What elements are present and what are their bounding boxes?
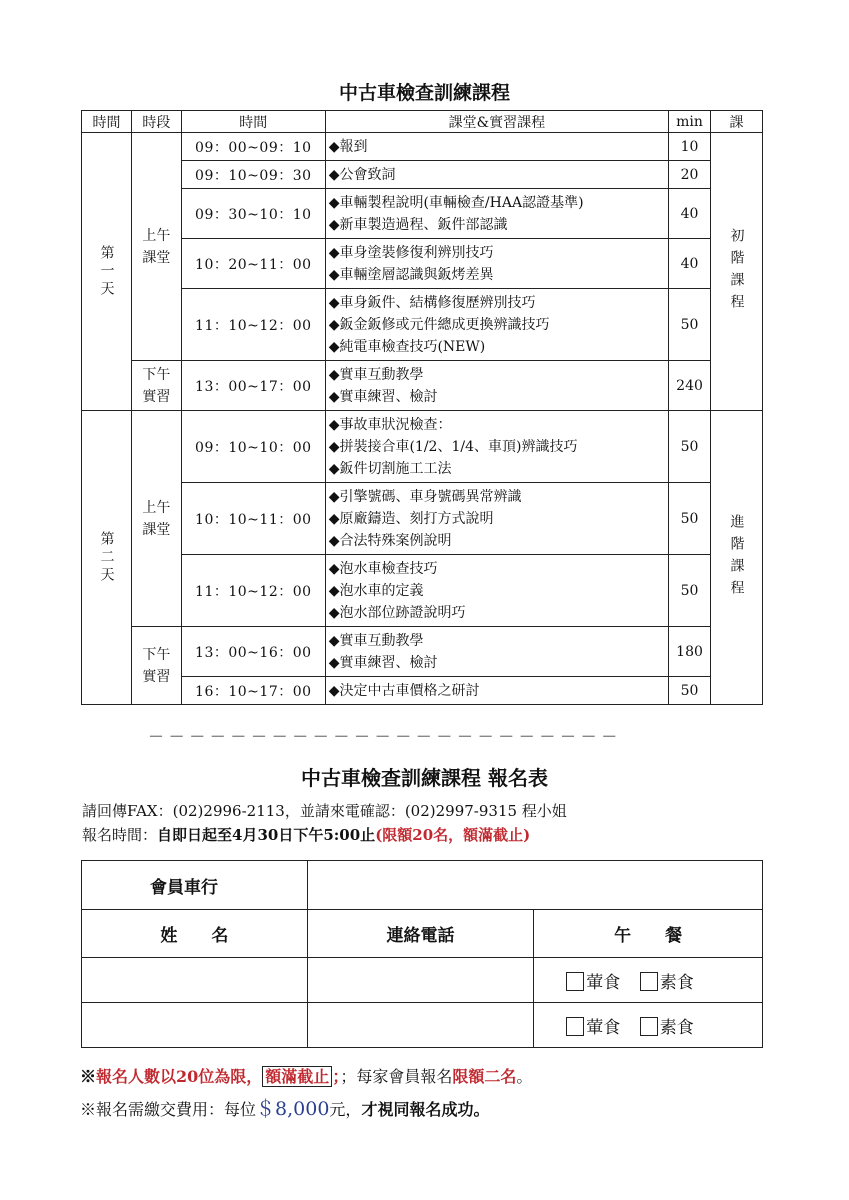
course-line: ◆車輛製程說明(車輛檢查/HAA認證基準) [328, 194, 584, 211]
schedule-row [82, 627, 763, 677]
period-prefix: 報名時間： [82, 826, 158, 844]
schedule-row [82, 189, 763, 239]
session-label-text: 下午實習 [142, 646, 171, 685]
header-min: min [669, 111, 711, 133]
schedule-row [82, 133, 763, 161]
time-cell: 10：20~11：00 [181, 239, 325, 289]
course-line: ◆鈑件切割施工工法 [328, 460, 452, 477]
course-line: ◆合法特殊案例說明 [328, 532, 452, 549]
level-label: 進階課程 [711, 411, 763, 705]
session-label-text: 下午實習 [142, 366, 171, 405]
header-course: 課堂&實習課程 [325, 111, 668, 133]
course-line: ◆車輛塗層認識與鈑烤差異 [328, 266, 494, 283]
veg-checkbox[interactable] [640, 1017, 658, 1036]
course-line: ◆新車製造過程、鈑件部認識 [328, 216, 508, 233]
course-cell [325, 361, 668, 411]
fee-unit: 元， [329, 1100, 362, 1119]
schedule-table [81, 110, 763, 705]
course-cell [325, 161, 668, 189]
session-label-text: 上午課堂 [142, 227, 171, 266]
minutes-cell: 50 [669, 555, 711, 627]
schedule-row [82, 483, 763, 555]
name-input[interactable] [82, 1003, 308, 1048]
form-header-row [82, 910, 763, 958]
course-line: ◆車身塗裝修復利辨別技巧 [328, 244, 494, 261]
attendee-row [82, 1003, 763, 1048]
meat-label: 葷食 [586, 1017, 621, 1038]
member-input[interactable] [307, 861, 762, 910]
fee-prefix: ※報名需繳交費用：每位 [80, 1100, 257, 1119]
session-label [131, 411, 181, 627]
name-label: 姓 名 [82, 910, 308, 958]
course-line: ◆泡水車檢查技巧 [328, 560, 438, 577]
time-cell: 09：00~09：10 [181, 133, 325, 161]
minutes-cell: 40 [669, 189, 711, 239]
phone-input[interactable] [307, 958, 534, 1003]
schedule-row [82, 361, 763, 411]
time-cell: 13：00~17：00 [181, 361, 325, 411]
meat-label: 葷食 [586, 972, 621, 993]
course-line: ◆鈑金鈑修或元件總成更換辨識技巧 [328, 316, 550, 333]
veg-label: 素食 [659, 1017, 694, 1038]
minutes-cell: 40 [669, 239, 711, 289]
course-line: ◆決定中古車價格之研討 [328, 682, 480, 699]
meat-checkbox[interactable] [566, 1017, 584, 1036]
minutes-cell: 50 [669, 677, 711, 705]
course-line: ◆車身鈑件、結構修復歷辨別技巧 [328, 294, 536, 311]
course-line: ◆原廠鑄造、刻打方式說明 [328, 510, 494, 527]
day-label: 第一天 [82, 133, 132, 411]
note-mark: ※ [80, 1067, 97, 1086]
time-cell: 11：10~12：00 [181, 555, 325, 627]
lunch-choice [534, 1003, 763, 1048]
minutes-cell: 20 [669, 161, 711, 189]
period-dates: 自即日起至4月30日下午5:00止 [157, 826, 376, 844]
time-cell: 13：00~16：00 [181, 627, 325, 677]
registration-period [82, 824, 530, 845]
course-cell [325, 483, 668, 555]
course-line: ◆泡水部位跡證說明巧 [328, 604, 466, 621]
course-line: ◆公會致詞 [328, 166, 396, 183]
note-end: 。 [516, 1067, 533, 1086]
course-line: ◆引擎號碼、車身號碼異常辨識 [328, 488, 522, 505]
time-cell: 09：10~09：30 [181, 161, 325, 189]
day-label: 第二天 [82, 411, 132, 705]
header-session: 時段 [131, 111, 181, 133]
course-cell [325, 555, 668, 627]
minutes-cell: 50 [669, 289, 711, 361]
course-line: ◆拼裝接合車(1/2、1/4、車頂)辨識技巧 [328, 438, 578, 455]
course-cell [325, 289, 668, 361]
time-cell: 11：10~12：00 [181, 289, 325, 361]
member-row [82, 861, 763, 910]
level-label: 初階課程 [711, 133, 763, 411]
registration-form [81, 860, 763, 1048]
minutes-cell: 50 [669, 483, 711, 555]
header-time: 時間 [181, 111, 325, 133]
course-line: ◆實車互動教學 [328, 366, 424, 383]
member-label: 會員車行 [82, 861, 308, 910]
minutes-cell: 10 [669, 133, 711, 161]
time-cell: 09：30~10：10 [181, 189, 325, 239]
course-line: ◆實車練習、檢討 [328, 388, 438, 405]
note-limit-red: 報名人數以20位為限， [96, 1067, 263, 1086]
schedule-row [82, 677, 763, 705]
course-cell [325, 677, 668, 705]
time-cell: 16：10~17：00 [181, 677, 325, 705]
fax-line: 請回傳FAX：(02)2996-2113，並請來電確認：(02)2997-9315 程小姐 [82, 802, 567, 820]
course-cell [325, 411, 668, 483]
minutes-cell: 240 [669, 361, 711, 411]
header-level: 課 [711, 111, 763, 133]
page-title: 中古車檢查訓練課程 [338, 82, 510, 104]
course-cell [325, 133, 668, 161]
phone-input[interactable] [307, 1003, 534, 1048]
note-full-framed: 額滿截止 [262, 1066, 332, 1087]
meat-checkbox[interactable] [566, 972, 584, 991]
note-fee [80, 1094, 489, 1121]
attendee-row [82, 958, 763, 1003]
session-label [131, 627, 181, 705]
separator-line: －－－－－－－－－－－－－－－－－－－－－－－ [148, 727, 622, 746]
course-line: ◆事故車狀況檢查： [328, 416, 452, 433]
schedule-row [82, 289, 763, 361]
time-cell: 09：10~10：00 [181, 411, 325, 483]
fee-amount: ＄8,000 [256, 1098, 330, 1120]
session-label [131, 361, 181, 411]
lunch-label: 午 餐 [534, 910, 763, 958]
schedule-row [82, 239, 763, 289]
veg-label: 素食 [659, 972, 694, 993]
course-line: ◆報到 [328, 138, 368, 155]
minutes-cell: 180 [669, 627, 711, 677]
form-title: 中古車檢查訓練課程 報名表 [301, 766, 548, 790]
note-limit-two: 限額二名 [452, 1067, 517, 1086]
schedule-row [82, 411, 763, 483]
name-input[interactable] [82, 958, 308, 1003]
course-line: ◆實車互動教學 [328, 632, 424, 649]
schedule-row [82, 161, 763, 189]
fee-confirm: 才視同報名成功。 [361, 1100, 490, 1119]
time-cell: 10：10~11：00 [181, 483, 325, 555]
course-line: ◆純電車檢查技巧(NEW) [328, 338, 486, 355]
course-cell [325, 239, 668, 289]
course-cell [325, 189, 668, 239]
note-limit [80, 1064, 532, 1087]
course-cell [325, 627, 668, 677]
veg-checkbox[interactable] [640, 972, 658, 991]
session-label-text: 上午課堂 [142, 499, 171, 538]
course-line: ◆泡水車的定義 [328, 582, 424, 599]
schedule-header-row [82, 111, 763, 133]
session-label [131, 133, 181, 361]
lunch-choice [534, 958, 763, 1003]
schedule-body [82, 133, 763, 705]
phone-label: 連絡電話 [307, 910, 534, 958]
header-day: 時間 [82, 111, 132, 133]
note-mid: ；每家會員報名 [340, 1067, 453, 1086]
note-semicolon: ； [332, 1067, 341, 1086]
minutes-cell: 50 [669, 411, 711, 483]
schedule-row [82, 555, 763, 627]
period-limit: (限額20名，額滿截止) [375, 826, 531, 844]
course-line: ◆實車練習、檢討 [328, 654, 438, 671]
